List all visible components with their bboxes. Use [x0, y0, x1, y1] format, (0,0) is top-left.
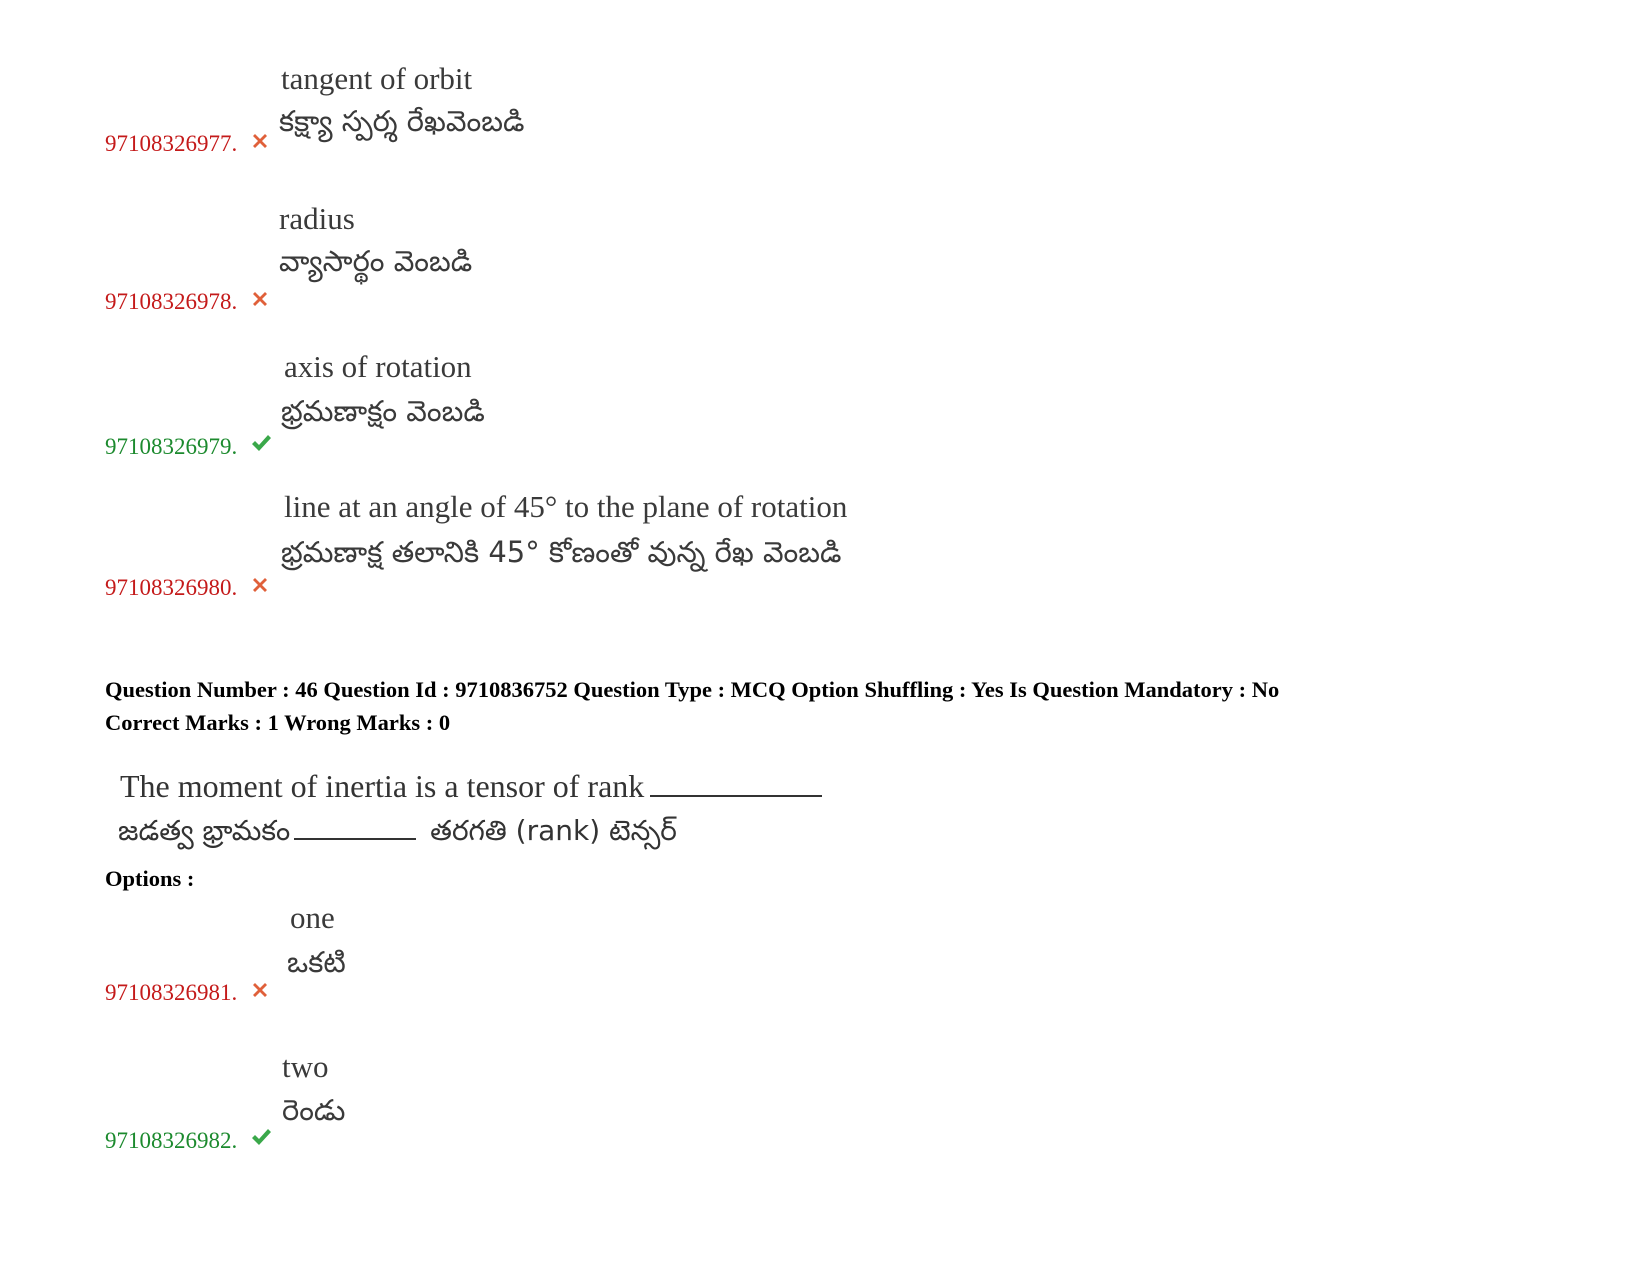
options-label: Options :	[105, 866, 195, 891]
stem-text-te-after: తరగతి (rank) టెన్సర్	[430, 814, 677, 847]
question-meta: Question Number : 46 Question Id : 9710836752 Question Type : MCQ Option Shuffling : Yes Is Question Mandatory : No	[105, 677, 1280, 702]
option-text-en: radius	[279, 201, 355, 236]
option-text-en: two	[282, 1049, 329, 1084]
option-id: 97108326978.	[105, 289, 238, 314]
option-text-en: axis of rotation	[284, 349, 472, 384]
option-text-en: line at an angle of 45° to the plane of rotation	[284, 489, 848, 524]
cross-icon	[248, 978, 272, 1002]
option-text-te: కక్ష్యా స్పర్శ రేఖవెంబడి	[279, 104, 525, 138]
check-icon	[249, 1125, 273, 1149]
option-id: 97108326977.	[105, 131, 238, 156]
option-id: 97108326980.	[105, 575, 238, 600]
option-text-te: భ్రమణాక్షం వెంబడి	[281, 394, 485, 428]
stem-text-te-before: జడత్వ భ్రామకం	[118, 814, 291, 847]
option-text-te: భ్రమణాక్ష తలానికి 45° కోణంతో వున్న రేఖ వెంబడి	[281, 535, 842, 569]
check-icon	[249, 431, 273, 455]
option-text-te: ఒకటి	[287, 945, 346, 979]
option-text-te: వ్యాసార్థం వెంబడి	[279, 244, 473, 278]
option-id: 97108326982.	[105, 1128, 238, 1153]
answer-blank	[650, 769, 822, 797]
option-text-en: one	[290, 900, 335, 935]
cross-icon	[248, 287, 272, 311]
option-id: 97108326981.	[105, 980, 238, 1005]
marks-meta: Correct Marks : 1 Wrong Marks : 0	[105, 710, 451, 735]
option-text-en: tangent of orbit	[281, 61, 473, 96]
question-stem-te	[118, 812, 677, 854]
option-text-te: రెండు	[282, 1093, 346, 1127]
stem-text-en: The moment of inertia is a tensor of rank	[120, 768, 645, 804]
question-stem-en	[120, 768, 822, 805]
option-id: 97108326979.	[105, 434, 238, 459]
cross-icon	[248, 573, 272, 597]
cross-icon	[248, 129, 272, 153]
answer-blank	[294, 812, 416, 840]
